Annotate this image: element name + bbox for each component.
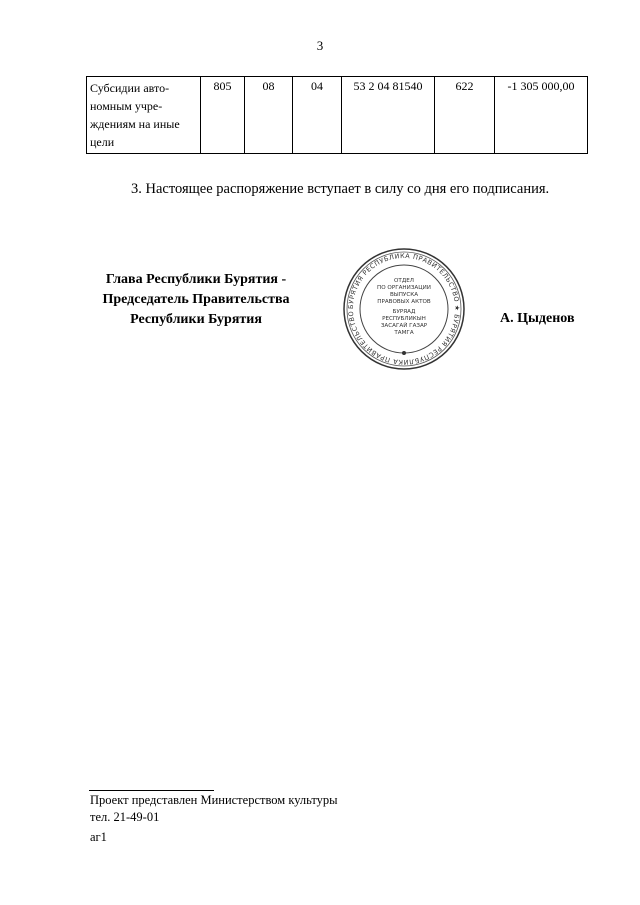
table-cell-subsection: 04 xyxy=(293,77,342,154)
budget-table xyxy=(86,76,588,154)
table-cell-ministry-code: 805 xyxy=(201,77,245,154)
footnote-line: тел. 21-49-01 xyxy=(90,810,160,824)
table-cell-amount: -1 305 000,00 xyxy=(495,77,588,154)
seal-inner-line: ВЫПУСКА xyxy=(389,292,419,298)
signer-name: А. Цыденов xyxy=(500,311,575,326)
official-seal xyxy=(341,246,467,372)
signer-title-line: Председатель Правительства xyxy=(102,292,290,307)
table-cell-section: 08 xyxy=(245,77,293,154)
table-cell-expense-type: 622 xyxy=(435,77,495,154)
footnote-divider xyxy=(89,790,214,791)
seal-dot-icon xyxy=(402,351,406,355)
table-row xyxy=(87,77,588,154)
table-cell-target-article: 53 2 04 81540 xyxy=(342,77,435,154)
footnote-line: Проект представлен Министерством культуры xyxy=(90,793,338,807)
name-line: Субсидии авто- xyxy=(90,81,170,95)
seal-inner-line: РЕСПУБЛИКЫН xyxy=(382,316,426,322)
seal-inner-line: ПО ОРГАНИЗАЦИИ xyxy=(377,285,431,291)
table-cell-name xyxy=(87,77,201,154)
paragraph-3: 3. Настоящее распоряжение вступает в силу со дня его подписания. xyxy=(131,181,550,197)
name-line: ждениям на иные xyxy=(90,117,180,131)
page-number: 3 xyxy=(316,38,324,53)
seal-outer-text: БУРЯТИЯ РЕСПУБЛИКА ПРАВИТЕЛЬСТВО xyxy=(346,310,461,367)
name-line: номным учре- xyxy=(90,99,163,113)
svg-text:БУРЯТИЯ РЕСПУБЛИКА ПРАВИТЕЛЬСТ: БУРЯТИЯ РЕСПУБЛИКА ПРАВИТЕЛЬСТВО ★ БУРЯТИЯ РЕСПУБЛИКА ПРАВИТЕЛЬСТВО xyxy=(346,251,462,367)
seal-inner-line: ТАМГА xyxy=(394,330,414,336)
seal-outer-text: БУРЯТИЯ РЕСПУБЛИКА ПРАВИТЕЛЬСТВО xyxy=(346,251,461,310)
document-code: аг1 xyxy=(90,830,107,844)
seal-inner-line: БУРЯАД xyxy=(392,309,416,315)
name-line: цели xyxy=(90,135,115,149)
footnote xyxy=(90,792,338,826)
signer-title-line: Глава Республики Бурятия - xyxy=(105,272,287,287)
seal-inner-line: ПРАВОВЫХ АКТОВ xyxy=(377,299,431,305)
signer-title-line: Республики Бурятия xyxy=(130,312,262,327)
seal-inner-line: ЗАСАГАЙ ГАЗАР xyxy=(380,323,428,329)
seal-inner-line: ОТДЕЛ xyxy=(394,278,414,284)
signer-title xyxy=(80,270,312,330)
